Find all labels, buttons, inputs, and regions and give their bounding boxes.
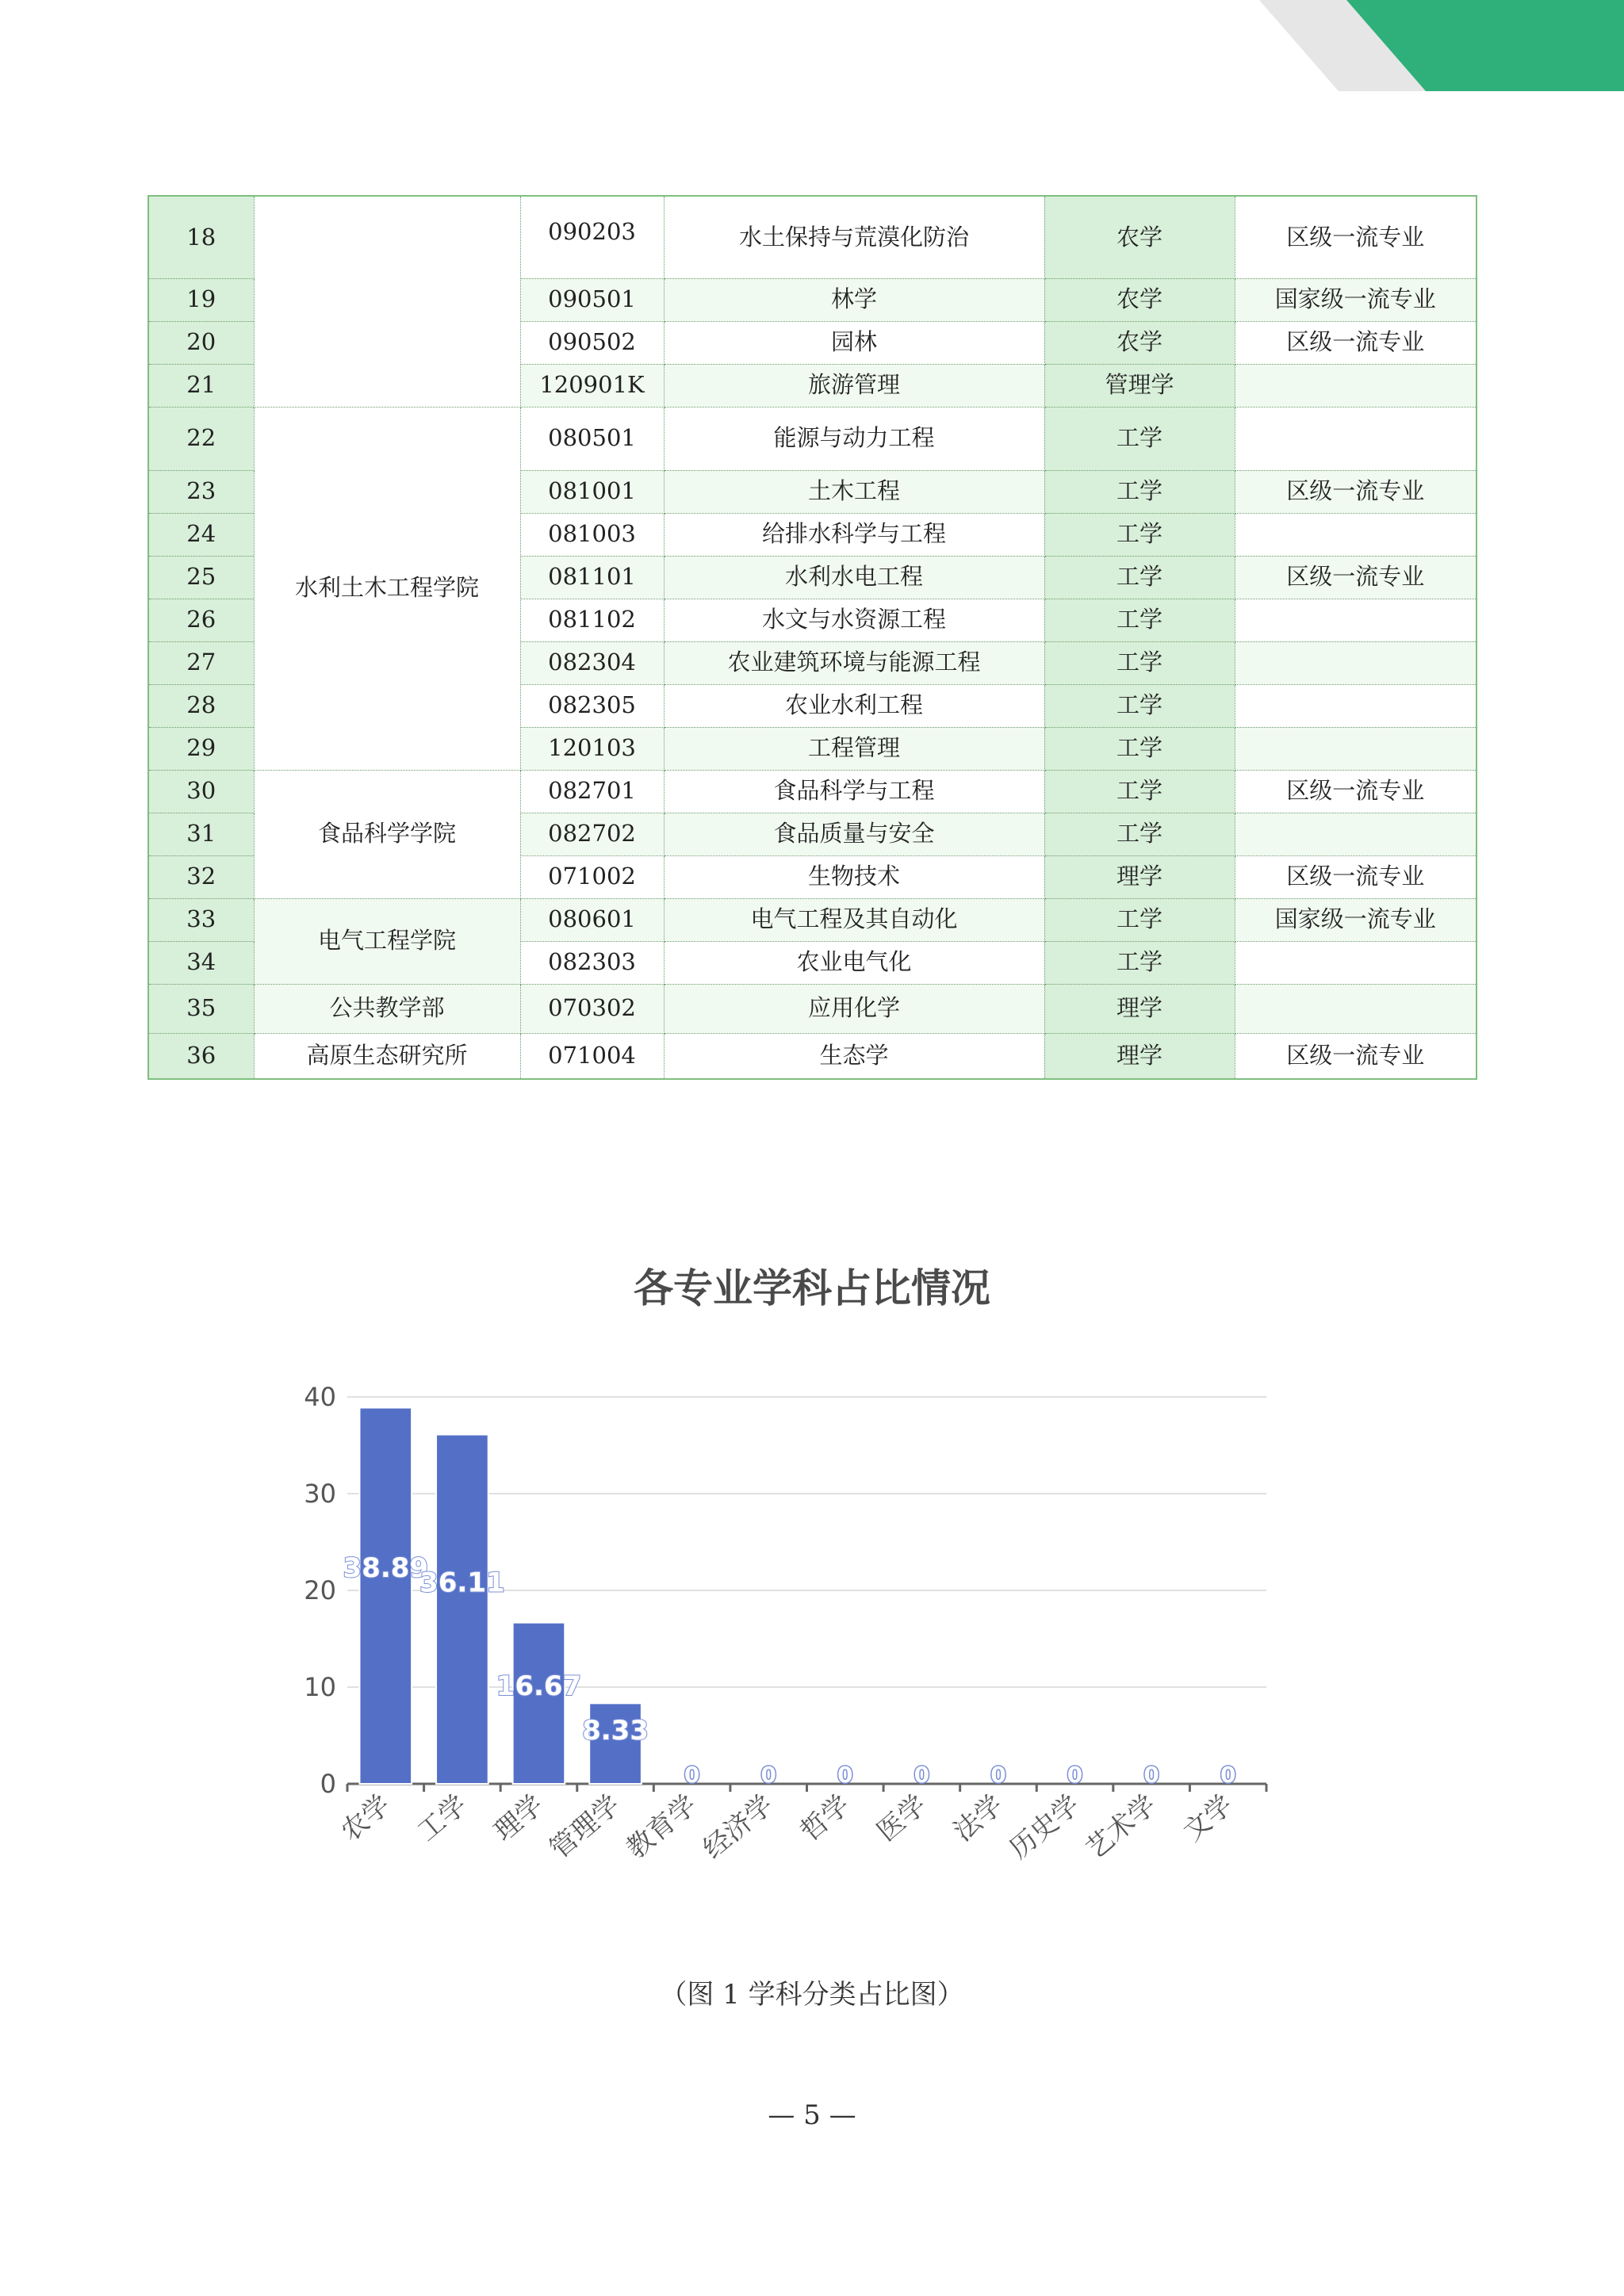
major-code: 090502 xyxy=(520,321,664,364)
major-name: 林学 xyxy=(664,278,1044,321)
row-number: 29 xyxy=(148,727,254,770)
major-name: 生物技术 xyxy=(664,855,1044,898)
college-cell xyxy=(254,196,520,407)
major-code: 120103 xyxy=(520,727,664,770)
discipline-category: 理学 xyxy=(1044,984,1235,1033)
bar-value-label: 36.11 xyxy=(419,1567,505,1599)
major-code: 080601 xyxy=(520,898,664,941)
row-number: 32 xyxy=(148,855,254,898)
x-tick-label: 理学 xyxy=(488,1789,550,1848)
discipline-category: 工学 xyxy=(1044,513,1235,556)
major-name: 食品科学与工程 xyxy=(664,770,1044,813)
row-number: 31 xyxy=(148,813,254,855)
discipline-category: 工学 xyxy=(1044,599,1235,641)
x-tick-label: 历史学 xyxy=(1003,1789,1086,1866)
row-number: 21 xyxy=(148,364,254,407)
bar-value-label: 0 xyxy=(760,1762,776,1788)
row-number: 34 xyxy=(148,941,254,984)
row-number: 25 xyxy=(148,556,254,599)
x-tick-label: 哲学 xyxy=(794,1789,856,1848)
table-row xyxy=(148,1033,1477,1079)
major-code: 071002 xyxy=(520,855,664,898)
row-number: 23 xyxy=(148,470,254,513)
table-row xyxy=(148,898,1477,941)
major-level xyxy=(1235,641,1477,684)
page-number: — 5 — xyxy=(768,2099,856,2131)
figure-caption: （图 1 学科分类占比图） xyxy=(660,1979,964,2011)
major-code: 081001 xyxy=(520,470,664,513)
major-name: 土木工程 xyxy=(664,470,1044,513)
major-code: 082702 xyxy=(520,813,664,855)
major-code: 082305 xyxy=(520,684,664,727)
major-code: 090203 xyxy=(520,196,664,278)
x-tick-label: 教育学 xyxy=(620,1789,703,1866)
major-code: 081102 xyxy=(520,599,664,641)
discipline-category: 工学 xyxy=(1044,941,1235,984)
college-cell: 食品科学学院 xyxy=(254,770,520,898)
x-tick-label: 法学 xyxy=(947,1789,1009,1848)
major-name: 工程管理 xyxy=(664,727,1044,770)
major-name: 农业建筑环境与能源工程 xyxy=(664,641,1044,684)
table-body xyxy=(148,196,1477,1079)
major-level xyxy=(1235,941,1477,984)
major-name: 农业电气化 xyxy=(664,941,1044,984)
major-level xyxy=(1235,599,1477,641)
major-code: 070302 xyxy=(520,984,664,1033)
x-tick-label: 工学 xyxy=(411,1789,473,1848)
major-level xyxy=(1235,984,1477,1033)
discipline-category: 工学 xyxy=(1044,898,1235,941)
x-tick-label: 经济学 xyxy=(697,1789,779,1866)
discipline-category: 农学 xyxy=(1044,278,1235,321)
bar-value-label: 0 xyxy=(1143,1762,1159,1788)
major-name: 水文与水资源工程 xyxy=(664,599,1044,641)
bar-value-label: 0 xyxy=(1220,1762,1236,1788)
bar-value-label: 0 xyxy=(990,1762,1006,1788)
y-tick-label: 40 xyxy=(304,1382,336,1412)
x-tick-label: 医学 xyxy=(871,1789,933,1848)
major-level: 区级一流专业 xyxy=(1235,470,1477,513)
major-name: 生态学 xyxy=(664,1033,1044,1079)
college-cell: 公共教学部 xyxy=(254,984,520,1033)
major-level: 区级一流专业 xyxy=(1235,196,1477,278)
major-code: 082304 xyxy=(520,641,664,684)
major-name: 园林 xyxy=(664,321,1044,364)
row-number: 24 xyxy=(148,513,254,556)
major-level: 国家级一流专业 xyxy=(1235,898,1477,941)
discipline-category: 理学 xyxy=(1044,855,1235,898)
row-number: 36 xyxy=(148,1033,254,1079)
table-row xyxy=(148,196,1477,278)
row-number: 26 xyxy=(148,599,254,641)
major-level xyxy=(1235,364,1477,407)
bar-value-label: 0 xyxy=(914,1762,930,1788)
major-level: 区级一流专业 xyxy=(1235,770,1477,813)
major-name: 旅游管理 xyxy=(664,364,1044,407)
row-number: 18 xyxy=(148,196,254,278)
table-row xyxy=(148,770,1477,813)
major-level xyxy=(1235,727,1477,770)
college-cell: 电气工程学院 xyxy=(254,898,520,984)
college-cell: 水利土木工程学院 xyxy=(254,407,520,770)
bar xyxy=(359,1408,412,1784)
bar-value-label: 0 xyxy=(1067,1762,1083,1788)
majors-table-container xyxy=(147,195,1476,1080)
row-number: 33 xyxy=(148,898,254,941)
x-tick-label: 农学 xyxy=(335,1789,397,1848)
bar xyxy=(513,1623,565,1784)
major-name: 食品质量与安全 xyxy=(664,813,1044,855)
major-level xyxy=(1235,813,1477,855)
discipline-category: 农学 xyxy=(1044,196,1235,278)
row-number: 19 xyxy=(148,278,254,321)
major-code: 082701 xyxy=(520,770,664,813)
row-number: 27 xyxy=(148,641,254,684)
major-code: 081003 xyxy=(520,513,664,556)
major-level: 国家级一流专业 xyxy=(1235,278,1477,321)
bar xyxy=(436,1434,488,1784)
table-row xyxy=(148,407,1477,470)
bar-value-label: 8.33 xyxy=(582,1715,649,1747)
major-level: 区级一流专业 xyxy=(1235,321,1477,364)
bar-value-label: 0 xyxy=(837,1762,853,1788)
table-row xyxy=(148,984,1477,1033)
discipline-category: 工学 xyxy=(1044,770,1235,813)
y-tick-label: 30 xyxy=(304,1479,336,1509)
row-number: 35 xyxy=(148,984,254,1033)
discipline-category: 工学 xyxy=(1044,407,1235,470)
discipline-category: 工学 xyxy=(1044,727,1235,770)
major-name: 应用化学 xyxy=(664,984,1044,1033)
x-tick-label: 管理学 xyxy=(543,1789,626,1866)
major-code: 082303 xyxy=(520,941,664,984)
x-tick-label: 文学 xyxy=(1177,1789,1239,1848)
discipline-category: 工学 xyxy=(1044,813,1235,855)
major-name: 给排水科学与工程 xyxy=(664,513,1044,556)
chart-title: 各专业学科占比情况 xyxy=(634,1265,990,1311)
discipline-category: 工学 xyxy=(1044,641,1235,684)
major-level: 区级一流专业 xyxy=(1235,556,1477,599)
major-code: 090501 xyxy=(520,278,664,321)
y-tick-label: 0 xyxy=(320,1769,336,1799)
bar-value-label: 0 xyxy=(684,1762,700,1788)
discipline-category: 理学 xyxy=(1044,1033,1235,1079)
discipline-category: 工学 xyxy=(1044,684,1235,727)
major-code: 080501 xyxy=(520,407,664,470)
row-number: 28 xyxy=(148,684,254,727)
majors-table xyxy=(147,195,1477,1080)
row-number: 22 xyxy=(148,407,254,470)
major-code: 081101 xyxy=(520,556,664,599)
major-name: 农业水利工程 xyxy=(664,684,1044,727)
major-level: 区级一流专业 xyxy=(1235,1033,1477,1079)
y-tick-label: 10 xyxy=(304,1672,336,1702)
bar-value-label: 38.89 xyxy=(343,1552,429,1585)
major-code: 071004 xyxy=(520,1033,664,1079)
major-name: 能源与动力工程 xyxy=(664,407,1044,470)
bar-value-label: 16.67 xyxy=(496,1670,582,1703)
discipline-category: 工学 xyxy=(1044,470,1235,513)
row-number: 20 xyxy=(148,321,254,364)
college-cell: 高原生态研究所 xyxy=(254,1033,520,1079)
discipline-category: 管理学 xyxy=(1044,364,1235,407)
x-tick-label: 艺术学 xyxy=(1080,1789,1162,1866)
major-level xyxy=(1235,684,1477,727)
major-name: 水土保持与荒漠化防治 xyxy=(664,196,1044,278)
major-name: 水利水电工程 xyxy=(664,556,1044,599)
row-number: 30 xyxy=(148,770,254,813)
discipline-category: 农学 xyxy=(1044,321,1235,364)
major-level: 区级一流专业 xyxy=(1235,855,1477,898)
major-name: 电气工程及其自动化 xyxy=(664,898,1044,941)
corner-decoration xyxy=(1259,0,1624,91)
y-tick-label: 20 xyxy=(304,1575,336,1605)
major-level xyxy=(1235,407,1477,470)
major-level xyxy=(1235,513,1477,556)
discipline-bar-chart xyxy=(0,1221,1624,1919)
discipline-category: 工学 xyxy=(1044,556,1235,599)
major-code: 120901K xyxy=(520,364,664,407)
